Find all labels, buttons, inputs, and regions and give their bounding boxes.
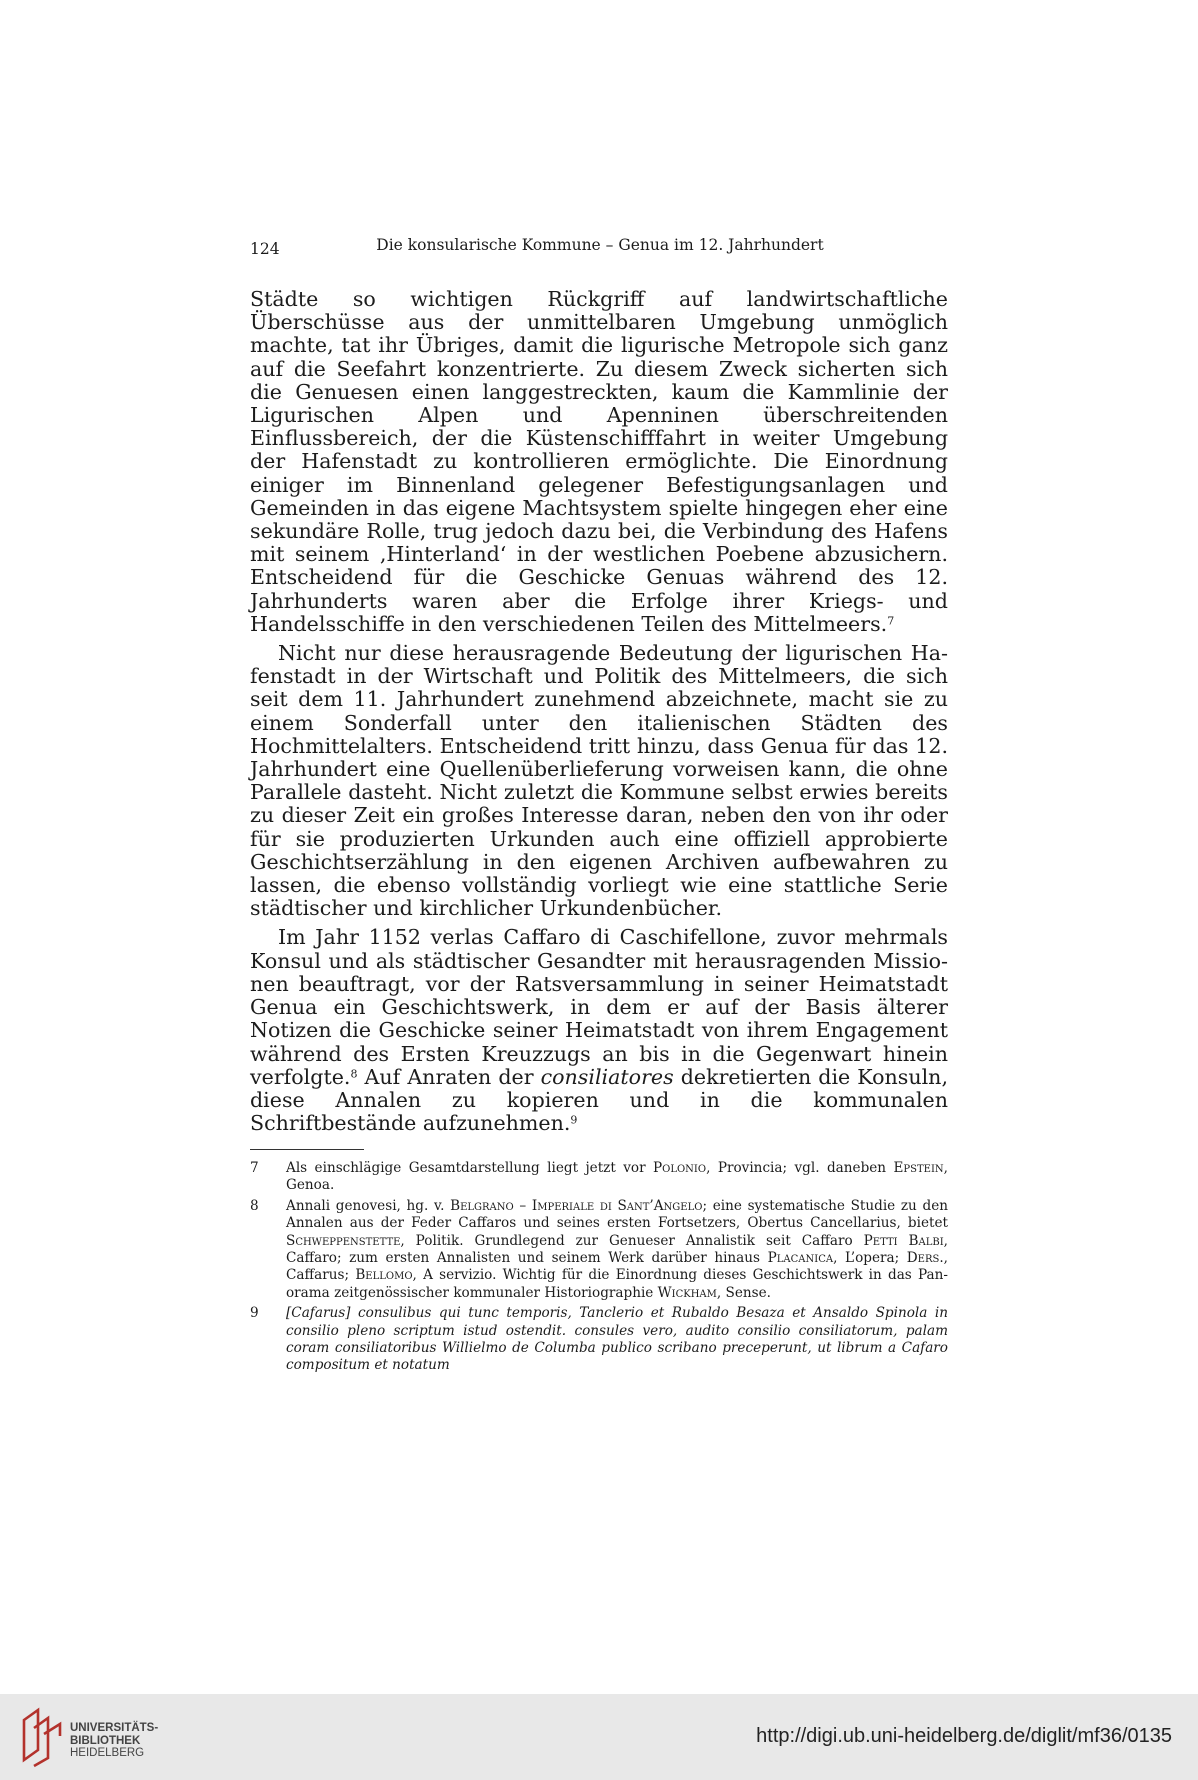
footnote-9: 9 [Cafarus] consulibus qui tunc temporis, Tanclerio et Rubaldo Besaza et Ansaldo Spinola in consilio pleno scriptum istud ostendit. consules vero, audito consilio consiliatorum, palam coram consiliatoribus Willielmo de Columba publico scribano preceperunt, ut librum a Cafaro compositum et notatum bbox=[250, 1305, 948, 1374]
footnote-number: 7 bbox=[250, 1160, 259, 1176]
paragraph: Städte so wichtigen Rückgriff auf landwirtschaftliche Überschüsse aus der unmittelbaren Umgebung unmöglich machte, tat ihr Übriges, damit die ligurische Metropole sich ganz auf die Seefahrt konzentrierte. Zu diesem Zweck sicherten sich die Genuesen einen langgestreckten, kaum die Kammlinie der Ligurischen Alpen und Apenninen überschreitenden Einflussbereich, der die Küstenschifffahrt in weiter Umgebung der Hafenstadt zu kontrollieren ermöglichte. Die Einordnung einiger im Binnenland gelegener Befestigungsanlagen und Gemeinden in das eigene Machtsystem spielte hingegen eher eine sekundäre Rolle, trug jedoch dazu bei, die Verbindung des Hafens mit seinem ‚Hinterland‘ in der westlichen Poebene abzusichern. Entscheidend für die Geschicke Genuas während des 12. Jahrhunderts waren aber die Erfolge ihrer Kriegs- und Handelsschiffe in den verschiedenen Teilen des Mittelmeers.$^7$ bbox=[250, 287, 948, 636]
footnote-number: 9 bbox=[250, 1305, 259, 1322]
italic-term: consiliatores bbox=[540, 1064, 674, 1089]
paragraph: Nicht nur diese herausragende Bedeutung der ligurischen Hafenstadt in der Wirtschaft und Politik des Mittelmeers, die sich seit dem 11. Jahrhundert zunehmend abzeichnete, macht sie zu einem Sonderfall unter den italienischen Städten des Hochmittelalters. Entscheidend tritt hinzu, dass Genua für das 12. Jahrhundert eine Quellenüberlieferung vorweisen kann, die ohne Parallele dasteht. Nicht zuletzt die Kommune selbst erwies bereits zu dieser Zeit ein großes Interesse daran, neben den von ihr oder für sie produzierten Urkunden auch eine offiziell approbierte Geschichtserzählung in den eigenen Archiven aufbewahren zu lassen, die ebenso vollständig vorliegt wie eine stattliche Serie städtischer und kirchlicher Urkundenbücher. bbox=[250, 641, 948, 921]
footnote-number: 8 bbox=[250, 1197, 259, 1214]
footnotes bbox=[250, 1160, 948, 1378]
footnote-ref-7[interactable]: 7 bbox=[887, 614, 895, 628]
library-logo-text: UNIVERSITÄTS- BIBLIOTHEK HEIDELBERG bbox=[70, 1722, 159, 1759]
footnote-7: 7 Als einschlägige Gesamtdarstellung liegt jetzt vor Polonio, Provincia; vgl. daneben Epstein, Genoa. bbox=[250, 1160, 948, 1194]
running-head bbox=[250, 236, 950, 260]
footnote-divider bbox=[250, 1149, 364, 1150]
page-number: 124 bbox=[250, 240, 280, 258]
footnote-ref-9[interactable]: 9 bbox=[570, 1113, 578, 1127]
footnote-ref-8[interactable]: 8 bbox=[350, 1067, 358, 1081]
main-text bbox=[250, 288, 948, 1135]
viewer-footer bbox=[0, 1694, 1198, 1780]
running-title: Die konsularische Kommune – Genua im 12. Jahrhundert bbox=[376, 236, 824, 254]
permalink-url[interactable]: http://digi.ub.uni-heidelberg.de/diglit/mf36/0135 bbox=[756, 1725, 1172, 1747]
library-logo-icon[interactable] bbox=[20, 1706, 66, 1768]
paragraph: Im Jahr 1152 verlas Caffaro di Caschifellone, zuvor mehrmals Konsul und als städtischer Gesandter mit herausragenden Missionen beauftragt, vor der Ratsversammlung in seiner Heimatstadt Genua ein Geschichtswerk, in dem er auf der Basis älterer Notizen die Geschicke seiner Heimatstadt von ihrem Engagement während des Ersten Kreuzzugs an bis in die Gegenwart hinein verfolgte.$^8$ Auf Anraten der consiliatores dekretierten die Konsuln, diese Annalen zu kopieren und in die kommunalen Schriftbestände aufzunehmen.$^9$ bbox=[250, 925, 948, 1136]
footnote-8: 8 Annali genovesi, hg. v. Belgrano – Imperiale di Sant’Angelo; eine systematische Studie zu den Annalen aus der Feder Caffaros und seines ersten Fortsetzers, Obertus Cancellarius, bietet Schweppenstette, Politik. Grundlegend zur Genueser Annalistik seit Caffaro Petti Balbi, Caffaro; zum ersten Annalisten und seinem Werk darüber hinaus Placanica, L’opera; Ders., Caffarus; Bellomo, A servizio. Wichtig für die Einordnung dieses Geschichtswerk in das Panorama zeitgenössischer kommunaler Historiographie Wickham, Sense. bbox=[250, 1197, 948, 1301]
